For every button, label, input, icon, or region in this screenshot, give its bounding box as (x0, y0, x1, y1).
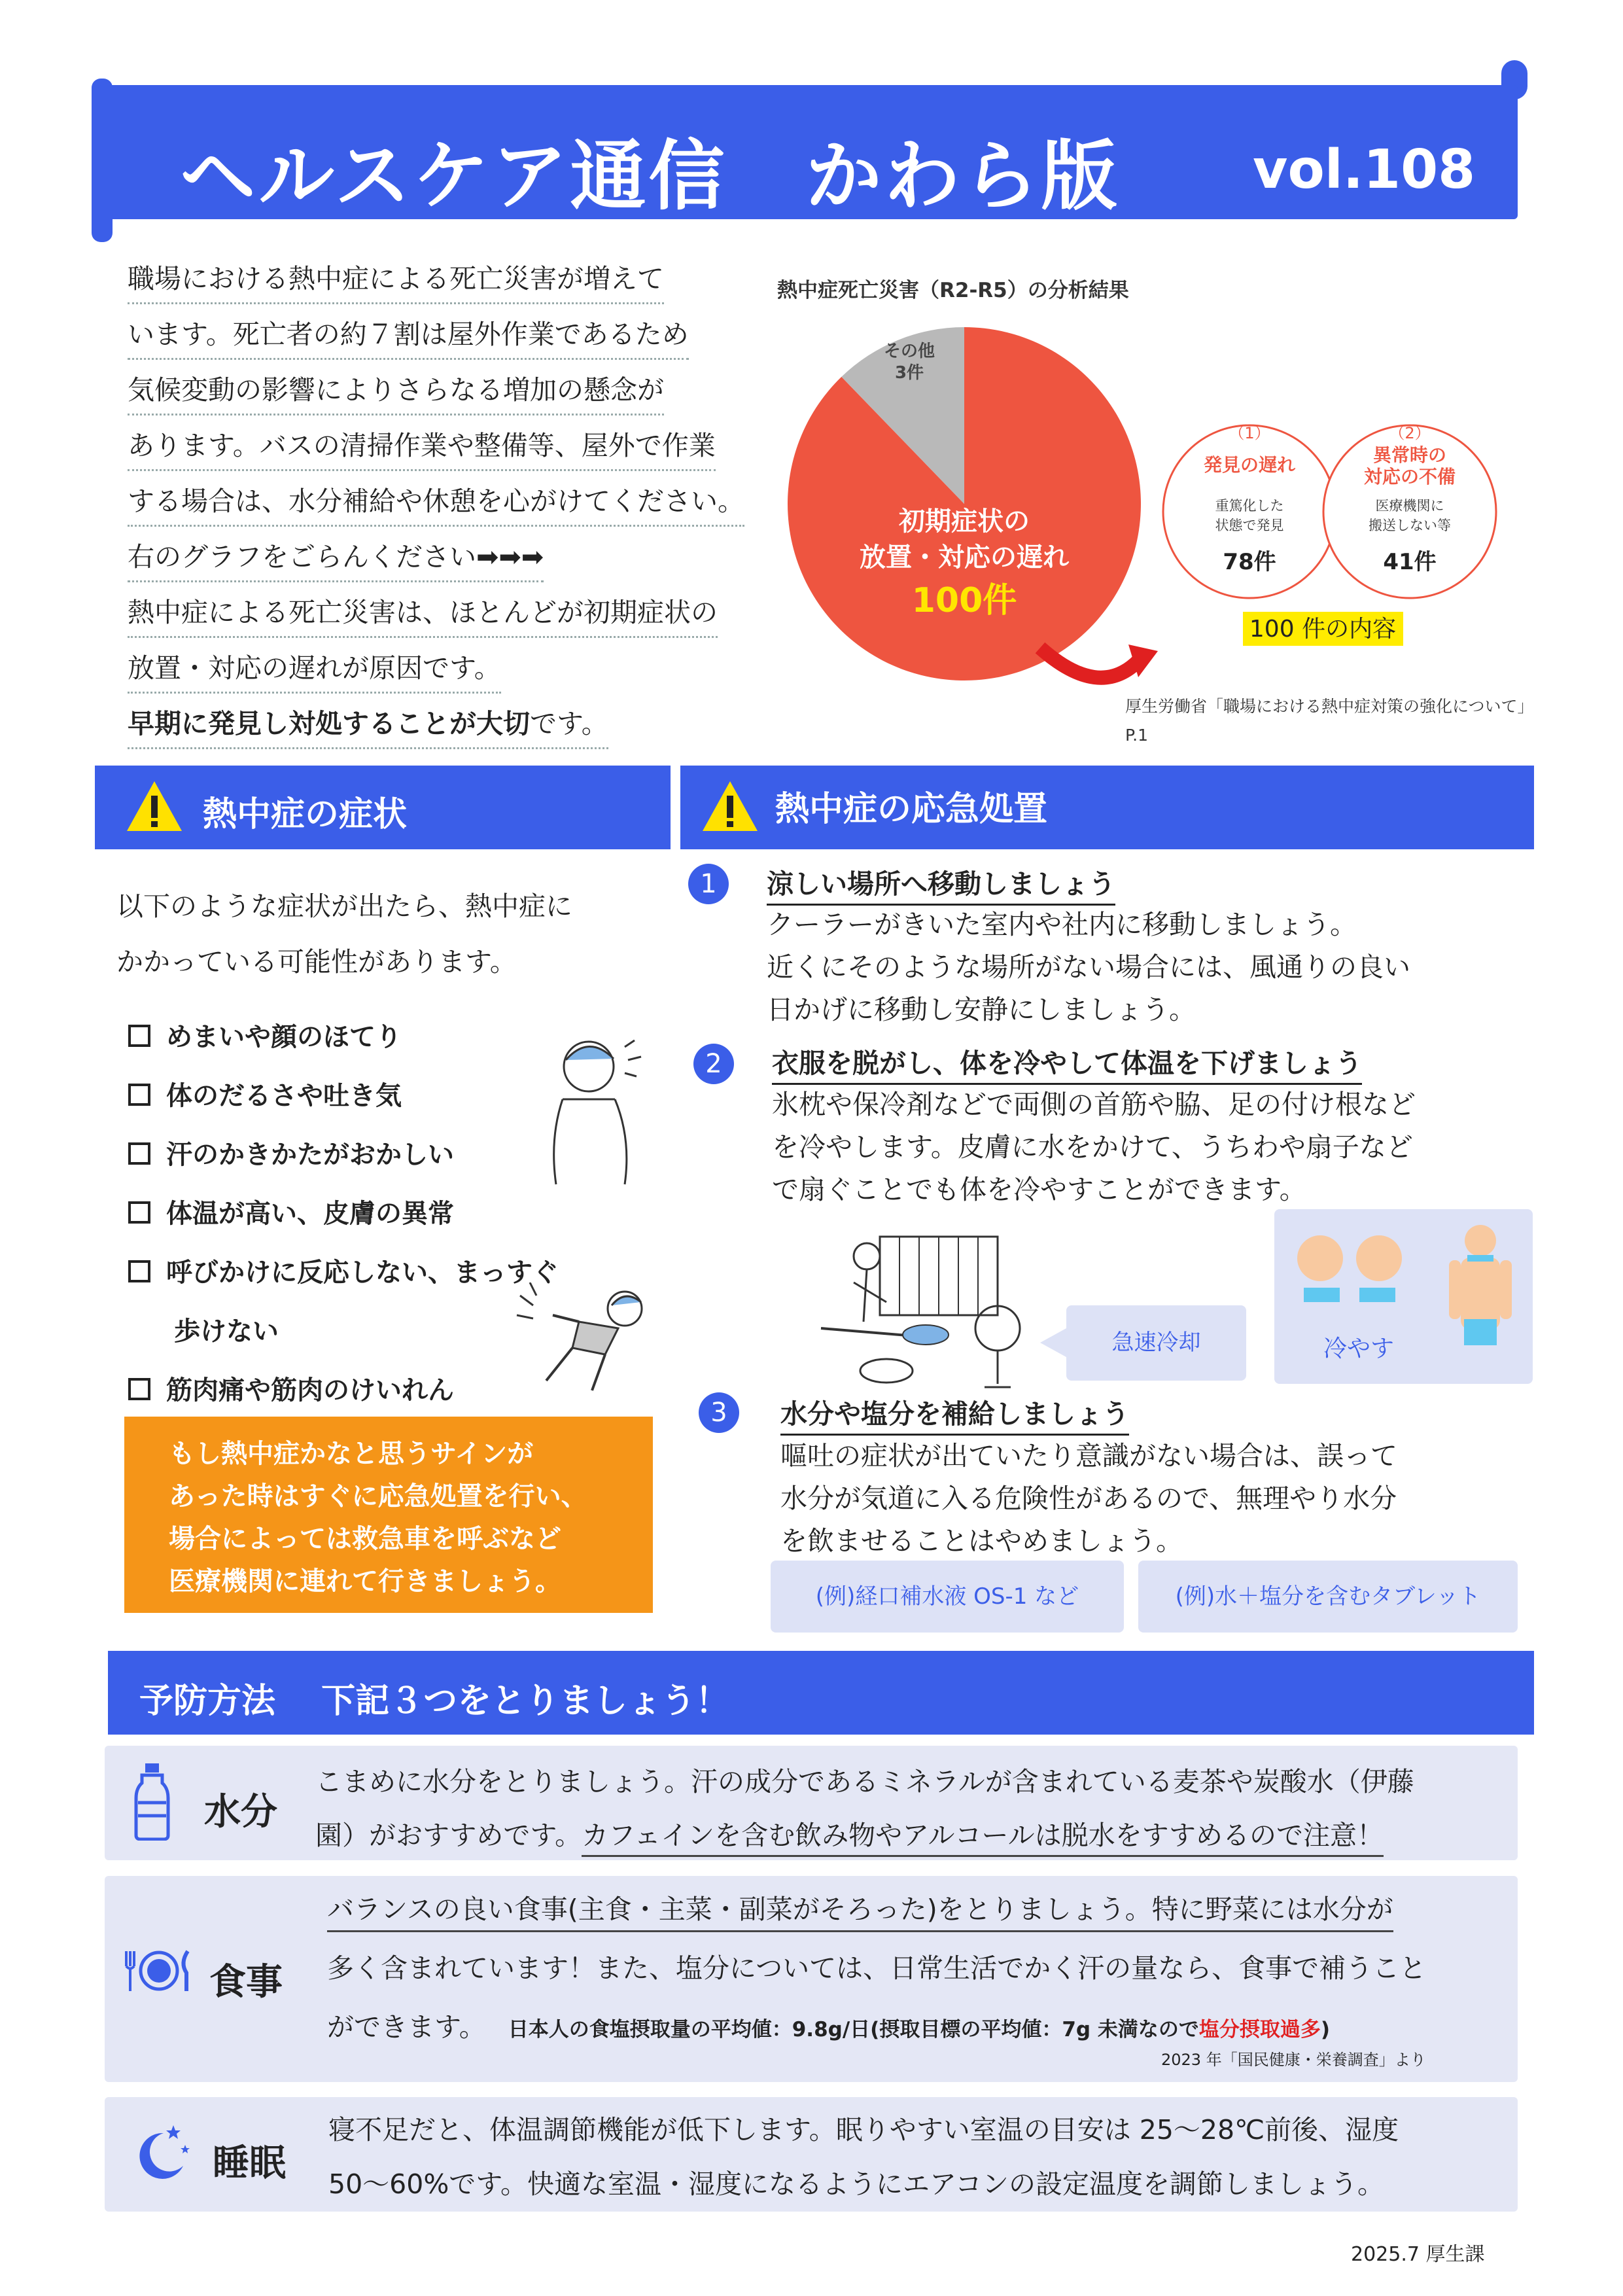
breakdown-title-1: 発見の遅れ (1203, 454, 1296, 476)
food-text-3a: ができます。 (327, 2011, 486, 2043)
checkbox-icon (128, 1201, 150, 1224)
body-cooling-points-illustration (1441, 1221, 1520, 1375)
breakdown-desc-2b: 搬送しない等 (1369, 518, 1451, 533)
step-text: 氷枕や保冷剤などで両側の首筋や脇、足の付け根など (772, 1089, 1416, 1120)
intro-line: います。死亡者の約７割は屋外作業であるため (128, 313, 689, 360)
breakdown-desc-1a: 重篤化した (1215, 498, 1284, 514)
sleep-text-1: 寝不足だと、体温調節機能が低下します。眠りやすい室温の目安は 25〜28℃前後、湿度 (328, 2114, 1399, 2146)
food-text-3 (327, 2005, 1330, 2044)
step-text: 水分が気道に入る危険性があるので、無理やり水分 (780, 1483, 1397, 1514)
step-number-1: 1 (688, 864, 729, 904)
slice-value-main: 100件 (911, 581, 1017, 620)
water-text-2a: 園）がおすすめです。 (315, 1820, 582, 1851)
slice-label-main-2: 放置・対応の遅れ (860, 542, 1069, 573)
salt-close-paren: ) (1320, 2018, 1331, 2041)
slice-value-other: 3件 (894, 363, 924, 383)
checkbox-icon (128, 1142, 150, 1165)
intro-line-conclusion (128, 702, 608, 749)
arrow-icon (1040, 648, 1138, 678)
checkbox-icon (128, 1260, 150, 1282)
warning-line: 場合によっては救急車を呼ぶなど (169, 1524, 561, 1554)
section-header-first-aid (680, 766, 1534, 849)
symptom-text: 汗のかきかたがおかしい (166, 1140, 454, 1170)
symptoms-heading: 熱中症の症状 (203, 795, 408, 834)
step-number-3: 3 (699, 1392, 739, 1433)
intro-line: 職場における熱中症による死亡災害が増えて (128, 257, 664, 304)
breakdown-title-2a: 異常時の (1372, 444, 1447, 466)
sleep-label: 睡眠 (213, 2142, 286, 2185)
bubble-pointer (1040, 1328, 1066, 1357)
water-text-2 (315, 1814, 1384, 1852)
first-aid-heading: 熱中症の応急処置 (775, 790, 1048, 829)
warning-line: あった時はすぐに応急処置を行い、 (169, 1481, 587, 1511)
warning-icon (124, 779, 184, 834)
water-bottle-icon (134, 1762, 170, 1841)
checkbox-icon (128, 1025, 150, 1047)
chart-title: 熱中症死亡災害（R2-R5）の分析結果 (777, 279, 1129, 302)
symptom-item (128, 1193, 454, 1230)
water-label: 水分 (204, 1791, 277, 1833)
slice-label-other: その他 (883, 342, 935, 361)
symptoms-intro-1: 以下のような症状が出たら、熱中症に (116, 891, 572, 922)
prevention-heading: 予防方法 下記３つをとりましょう！ (139, 1682, 730, 1721)
source-citation: 厚生労働省「職場における熱中症対策の強化について」P.1 (1125, 697, 1534, 745)
rapid-cooling-illustration (795, 1230, 1043, 1394)
intro-rest: です。 (530, 708, 608, 739)
step-number-2: 2 (693, 1044, 734, 1084)
neck-cooling-illustration (1287, 1222, 1412, 1327)
intro-line: 気候変動の影響によりさらなる増加の懸念が (128, 368, 664, 415)
food-label: 食事 (209, 1961, 283, 2004)
step-text: 日かげに移動し安静にしましょう。 (767, 994, 1196, 1025)
intro-line: する場合は、水分補給や休憩を心がけてください。 (128, 480, 744, 527)
breakdown-count-2: 41件 (1383, 549, 1437, 575)
breakdown-num-1: （1） (1229, 424, 1270, 442)
symptom-item (128, 1134, 454, 1171)
breakdown-title-2b: 対応の不備 (1363, 466, 1456, 487)
food-text-2: 多く含まれています！また、塩分については、日常生活でかく汗の量なら、食事で補うこと (327, 1952, 1427, 1984)
intro-line: 熱中症による死亡災害は、ほとんどが初期症状の (128, 591, 718, 638)
symptom-text: 体のだるさや吐き気 (166, 1081, 402, 1111)
step-text: で扇ぐことでも体を冷やすことができます。 (772, 1174, 1306, 1205)
breakdown-count-1: 78件 (1223, 549, 1276, 575)
symptom-item (128, 1369, 454, 1407)
warning-line: 医療機関に連れて行きましょう。 (169, 1566, 561, 1597)
body-cooling-panel (1274, 1209, 1533, 1384)
chill-label: 冷やす (1323, 1335, 1395, 1362)
intro-emphasis: 早期に発見し対処することが大切 (128, 708, 530, 739)
dizzy-person-illustration (510, 1027, 661, 1191)
breakdown-caption: 100 件の内容 (1249, 616, 1397, 643)
intro-line: 放置・対応の遅れが原因です。 (128, 646, 501, 694)
food-source-note: 2023 年「国民健康・栄養調査」より (1161, 2051, 1426, 2069)
section-header-prevention (108, 1651, 1534, 1735)
footer-date: 2025.7 厚生課 (1351, 2243, 1485, 2266)
food-text-1: バランスの良い食事(主食・主菜・副菜がそろった)をとりましょう。特に野菜には水分が (327, 1888, 1393, 1932)
symptom-text: めまいや顔のほてり (166, 1022, 402, 1052)
intro-line: あります。バスの清掃作業や整備等、屋外で作業 (128, 424, 716, 471)
intro-line: 右のグラフをごらんください➡➡➡ (128, 535, 544, 582)
bubble-rapid-cooling: 急速冷却 (1066, 1305, 1246, 1381)
step-text: を冷やします。皮膚に水をかけて、うちわや扇子など (772, 1131, 1413, 1163)
symptom-item (128, 1016, 402, 1053)
breakdown-desc-1b: 状態で発見 (1215, 518, 1284, 533)
salt-intake-stat: 日本人の食塩摂取量の平均値：9.8g/日(摂取目標の平均値：7g 未満なので (508, 2018, 1199, 2041)
section-header-symptoms (95, 766, 671, 849)
meal-icon (121, 1950, 196, 1992)
breakdown-desc-2a: 医療機関に (1375, 498, 1444, 514)
step-title-2: 衣服を脱がし、体を冷やして体温を下げましょう (772, 1042, 1362, 1085)
checkbox-icon (128, 1378, 150, 1400)
symptom-item (128, 1252, 559, 1289)
water-caution: カフェインを含む飲み物やアルコールは脱水をすすめるので注意！ (582, 1820, 1384, 1857)
step-title-3: 水分や塩分を補給しましょう (780, 1392, 1129, 1436)
example-ors: (例)経口補水液 OS-1 など (771, 1561, 1124, 1633)
symptom-text: 呼びかけに反応しない、まっすぐ (166, 1258, 559, 1288)
symptom-text: 筋肉痛や筋肉のけいれん (166, 1375, 454, 1405)
collapsed-person-illustration (507, 1282, 661, 1397)
step-text: クーラーがきいた室内や社内に移動しましょう。 (767, 909, 1357, 940)
step-title-1: 涼しい場所へ移動しましょう (767, 862, 1115, 906)
symptom-item-continued: 歩けない (174, 1316, 279, 1347)
warning-icon (700, 779, 760, 834)
checkbox-icon (128, 1084, 150, 1106)
step-text: 嘔吐の症状が出ていたり意識がない場合は、誤って (780, 1440, 1397, 1472)
step-text: を飲ませることはやめましょう。 (780, 1525, 1183, 1557)
symptom-item (128, 1075, 402, 1112)
water-text: こまめに水分をとりましょう。汗の成分であるミネラルが含まれている麦茶や炭酸水（伊藤 (315, 1766, 1414, 1797)
slice-label-main-1: 初期症状の (899, 506, 1030, 537)
volume-number: vol.108 (1253, 139, 1476, 201)
page-title: ヘルスケア通信 かわら版 (180, 132, 1120, 221)
sleep-text-2: 50〜60%です。快適な室温・湿度になるようにエアコンの設定温度を調節しましょう。 (328, 2168, 1384, 2200)
step-text: 近くにそのような場所がない場合には、風通りの良い (767, 951, 1410, 983)
symptom-text: 体温が高い、皮膚の異常 (166, 1199, 454, 1229)
salt-excess-warning: 塩分摂取過多 (1198, 2018, 1321, 2041)
moon-icon (128, 2120, 193, 2185)
chart-figure (772, 308, 1518, 707)
symptoms-intro-2: かかっている可能性があります。 (116, 946, 517, 978)
example-salt-tablet: (例)水＋塩分を含むタブレット (1138, 1561, 1518, 1633)
breakdown-num-2: （2） (1389, 424, 1431, 442)
warning-line: もし熱中症かなと思うサインが (169, 1439, 534, 1469)
